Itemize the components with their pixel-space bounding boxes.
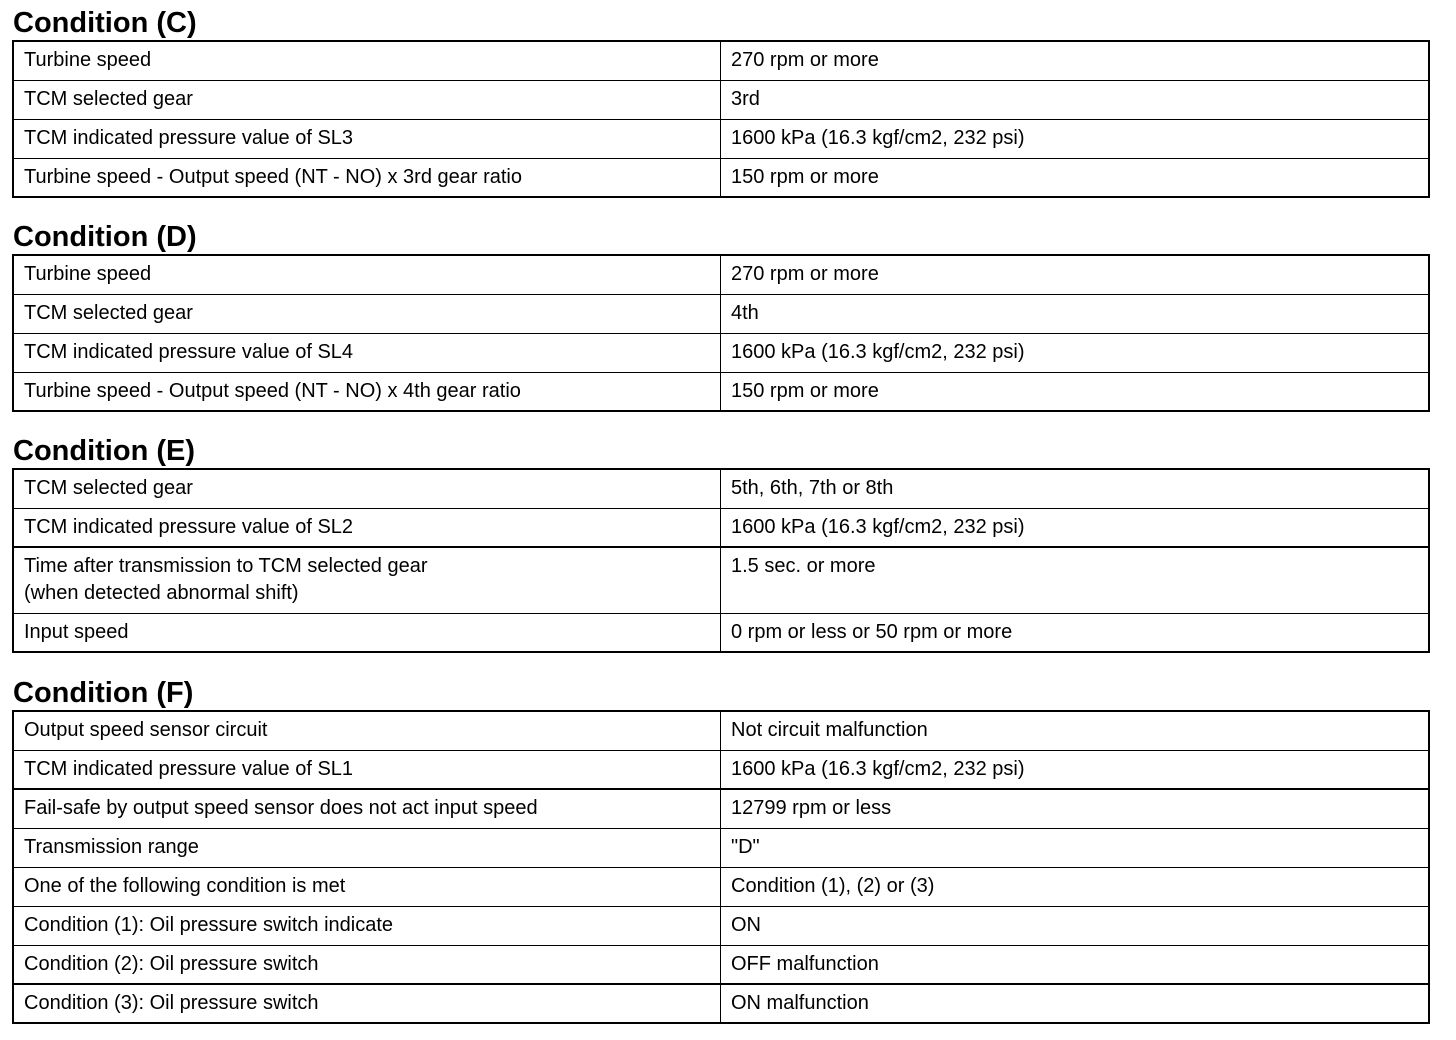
param-cell: Condition (1): Oil pressure switch indicate [13, 906, 721, 945]
value-cell: 5th, 6th, 7th or 8th [721, 469, 1430, 508]
section-title: Condition (F) [13, 677, 194, 709]
section-condition-e [12, 428, 1430, 653]
param-cell: TCM selected gear [13, 80, 721, 119]
table-row [13, 984, 1429, 1023]
param-cell: TCM indicated pressure value of SL1 [13, 750, 721, 789]
param-cell: Turbine speed - Output speed (NT - NO) x 3rd gear ratio [13, 158, 721, 197]
table-row [13, 711, 1429, 750]
section-condition-f [12, 670, 1430, 1024]
table-row [13, 255, 1429, 294]
section-condition-c [12, 0, 1430, 198]
param-cell: Fail-safe by output speed sensor does not act input speed [13, 789, 721, 828]
param-cell: One of the following condition is met [13, 867, 721, 906]
param-cell: TCM indicated pressure value of SL3 [13, 119, 721, 158]
param-cell: TCM indicated pressure value of SL2 [13, 508, 721, 547]
value-cell: 1600 kPa (16.3 kgf/cm2, 232 psi) [721, 119, 1430, 158]
table-row [13, 828, 1429, 867]
value-cell: 1600 kPa (16.3 kgf/cm2, 232 psi) [721, 508, 1430, 547]
param-cell: TCM selected gear [13, 294, 721, 333]
value-cell: 150 rpm or more [721, 372, 1430, 411]
table-row [13, 294, 1429, 333]
value-cell: 12799 rpm or less [721, 789, 1430, 828]
section-condition-d [12, 214, 1430, 412]
table-row [13, 867, 1429, 906]
table-row [13, 333, 1429, 372]
value-cell: ON malfunction [721, 984, 1430, 1023]
table-row [13, 80, 1429, 119]
table-row [13, 789, 1429, 828]
value-cell: ON [721, 906, 1430, 945]
table-row [13, 41, 1429, 80]
param-cell: Output speed sensor circuit [13, 711, 721, 750]
table-row [13, 750, 1429, 789]
param-cell: Turbine speed [13, 41, 721, 80]
table-row [13, 547, 1429, 613]
section-title: Condition (C) [13, 7, 197, 39]
value-cell: Condition (1), (2) or (3) [721, 867, 1430, 906]
value-cell: 270 rpm or more [721, 41, 1430, 80]
value-cell: "D" [721, 828, 1430, 867]
value-cell: 270 rpm or more [721, 255, 1430, 294]
table-row [13, 158, 1429, 197]
value-cell: Not circuit malfunction [721, 711, 1430, 750]
param-cell: Condition (3): Oil pressure switch [13, 984, 721, 1023]
condition-table [12, 710, 1430, 1024]
value-cell: 1600 kPa (16.3 kgf/cm2, 232 psi) [721, 333, 1430, 372]
table-row [13, 508, 1429, 547]
param-cell: TCM selected gear [13, 469, 721, 508]
table-row [13, 945, 1429, 984]
value-cell: 4th [721, 294, 1430, 333]
param-line-2: (when detected abnormal shift) [24, 582, 299, 604]
value-cell: OFF malfunction [721, 945, 1430, 984]
table-row [13, 119, 1429, 158]
table-row [13, 372, 1429, 411]
table-row [13, 906, 1429, 945]
param-cell: Input speed [13, 613, 721, 652]
param-cell: Turbine speed - Output speed (NT - NO) x 4th gear ratio [13, 372, 721, 411]
section-title: Condition (E) [13, 435, 196, 467]
table-row [13, 469, 1429, 508]
value-cell: 1.5 sec. or more [721, 547, 1430, 613]
condition-table [12, 468, 1430, 653]
param-line-1: Time after transmission to TCM selected gear [24, 555, 428, 577]
param-cell: Condition (2): Oil pressure switch [13, 945, 721, 984]
value-cell: 1600 kPa (16.3 kgf/cm2, 232 psi) [721, 750, 1430, 789]
param-cell: Transmission range [13, 828, 721, 867]
value-cell: 0 rpm or less or 50 rpm or more [721, 613, 1430, 652]
condition-table [12, 40, 1430, 198]
param-cell: Turbine speed [13, 255, 721, 294]
condition-table [12, 254, 1430, 412]
section-title: Condition (D) [13, 221, 197, 253]
param-cell [13, 547, 721, 613]
param-cell: TCM indicated pressure value of SL4 [13, 333, 721, 372]
value-cell: 3rd [721, 80, 1430, 119]
value-cell: 150 rpm or more [721, 158, 1430, 197]
table-row [13, 613, 1429, 652]
